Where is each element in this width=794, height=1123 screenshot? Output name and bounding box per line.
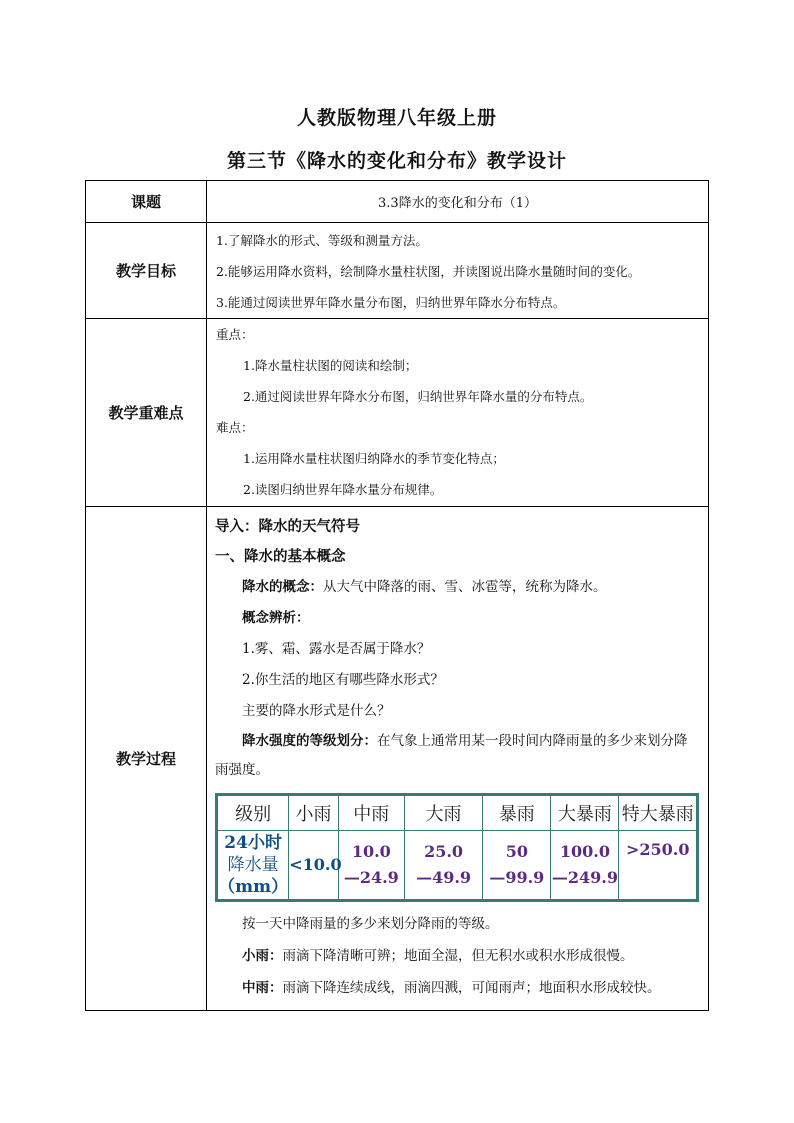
section-heading: 一、降水的基本概念 bbox=[215, 548, 346, 565]
concept-text: 从大气中降落的雨、雪、冰雹等，统称为降水。 bbox=[323, 579, 607, 595]
concept-label: 降水的概念： bbox=[242, 579, 323, 595]
intensity-paragraph bbox=[215, 727, 700, 785]
key-point: 1.降水量柱状图的阅读和绘制； bbox=[243, 358, 418, 373]
moderate-rain-label: 中雨： bbox=[242, 980, 283, 996]
question-2: 2.你生活的地区有哪些降水形式？ bbox=[242, 672, 444, 688]
light-rain-label: 小雨： bbox=[242, 948, 283, 964]
grade-header: 暴雨 bbox=[483, 795, 551, 831]
moderate-rain-paragraph: 中雨：雨滴下降连续成线，雨滴四溅，可闻雨声；地面积水形成较快。 bbox=[242, 980, 661, 996]
grade-value: 100.0 —249.9 bbox=[551, 831, 619, 901]
grade-value: 50 —99.9 bbox=[483, 831, 551, 901]
grade-value: 10.0 —24.9 bbox=[338, 831, 404, 901]
key-heading: 重点： bbox=[216, 327, 254, 342]
goal-item: 3.能通过阅读世界年降水量分布图，归纳世界年降水分布特点。 bbox=[216, 295, 566, 310]
process-cell bbox=[207, 507, 709, 1011]
grade-header: 小雨 bbox=[289, 795, 339, 831]
rain-grade-table bbox=[215, 793, 699, 902]
question-3: 主要的降水形式是什么？ bbox=[242, 703, 391, 719]
goal-item: 2.能够运用降水资料，绘制降水量柱状图，并读图说出降水量随时间的变化。 bbox=[216, 264, 641, 279]
lesson-plan-table bbox=[85, 180, 709, 1011]
intensity-text: 在气象上通常用某一段时间内降雨量的多少来划分降雨强度。 bbox=[215, 733, 688, 778]
grade-value: 25.0 —49.9 bbox=[404, 831, 482, 901]
grade-row-label: 24小时 降水量 （mm） bbox=[217, 831, 289, 901]
grade-value: >250.0 bbox=[619, 831, 698, 901]
key-point: 2.通过阅读世界年降水分布图，归纳世界年降水量的分布特点。 bbox=[243, 389, 593, 404]
goal-item: 1.了解降水的形式、等级和测量方法。 bbox=[216, 233, 428, 248]
grading-note: 按一天中降雨量的多少来划分降雨的等级。 bbox=[242, 916, 499, 932]
topic-label: 课题 bbox=[86, 181, 207, 223]
grade-header: 特大暴雨 bbox=[619, 795, 698, 831]
analysis-label: 概念辨析： bbox=[242, 610, 310, 626]
key-points-cell bbox=[207, 319, 709, 507]
document-subtitle: 第三节《降水的变化和分布》教学设计 bbox=[226, 150, 567, 172]
grade-header: 大暴雨 bbox=[551, 795, 619, 831]
goals-cell bbox=[207, 223, 709, 319]
grade-header: 中雨 bbox=[338, 795, 404, 831]
goals-label: 教学目标 bbox=[86, 223, 207, 319]
concept-paragraph bbox=[215, 572, 700, 603]
document-title: 人教版物理八年级上册 bbox=[296, 107, 497, 129]
topic-value: 3.3降水的变化和分布（1） bbox=[207, 181, 709, 223]
intro-heading: 导入：降水的天气符号 bbox=[215, 518, 360, 535]
grade-value: <10.0 bbox=[289, 831, 339, 901]
grade-header: 级别 bbox=[217, 795, 289, 831]
question-1: 1.雾、霜、露水是否属于降水？ bbox=[242, 641, 431, 657]
difficulty-heading: 难点： bbox=[216, 420, 254, 435]
difficulty-point: 1.运用降水量柱状图归纳降水的季节变化特点； bbox=[243, 451, 505, 466]
grade-header: 大雨 bbox=[404, 795, 482, 831]
light-rain-paragraph: 小雨：雨滴下降清晰可辨；地面全湿，但无积水或积水形成很慢。 bbox=[242, 948, 634, 964]
key-points-label: 教学重难点 bbox=[86, 319, 207, 507]
difficulty-point: 2.读图归纳世界年降水量分布规律。 bbox=[243, 482, 443, 497]
intensity-label: 降水强度的等级划分： bbox=[242, 733, 377, 749]
process-label: 教学过程 bbox=[86, 507, 207, 1011]
